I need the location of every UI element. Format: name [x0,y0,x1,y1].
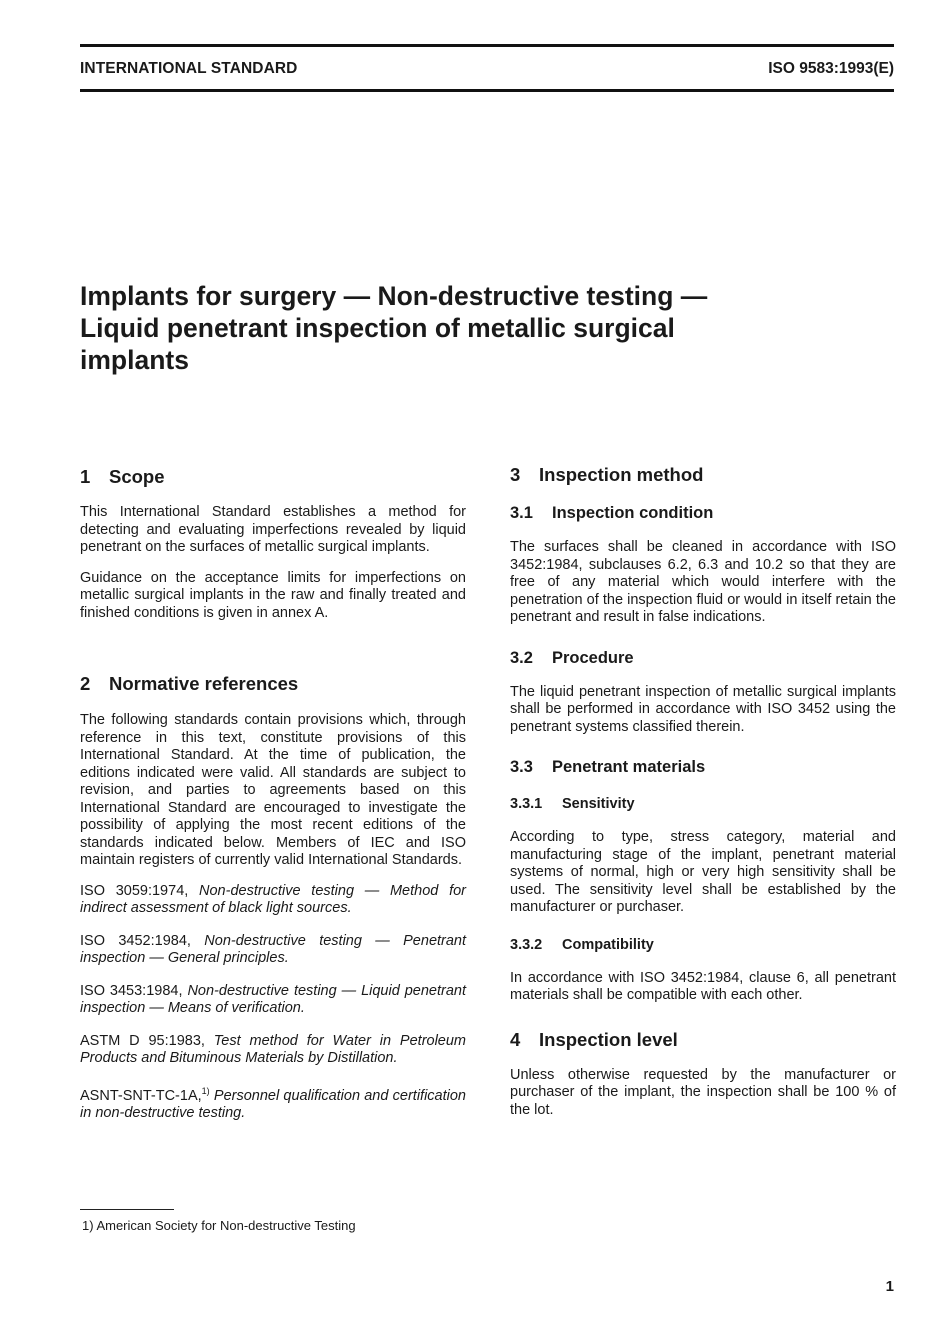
scope-paragraph-1: This International Standard establishes a method for detecting and evaluating imperfections revealed by liquid penetrant on the surfaces of metallic surgical implants. [80,504,466,555]
reference-iso-3452: ISO 3452:1984, Non-destructive testing — Penetrant inspection — General principles. [80,932,467,966]
inspection-condition-heading: 3.1 Inspection condition [510,504,714,522]
sensitivity-text: According to type, stress category, material and manufacturing stage of the implant, penetrant material systems of normal, high or very high sensitivity shall be used. The sensitivity level shall be established by the manufacturer or purchaser. [510,829,896,915]
footnote: 1) American Society for Non-destructive Testing [82,1218,356,1233]
left-column [80,462,466,1122]
standard-number: ISO 9583:1993(E) [768,60,894,77]
reference-iso-3453: ISO 3453:1984, Non-destructive testing — Liquid penetrant inspection — Means of verification. [80,982,466,1016]
inspection-condition-text: The surfaces shall be cleaned in accordance with ISO 3452:1984, subclauses 6.2, 6.3 and 10.2 so that they are free of any material which would interfere with the penetration of the inspection fluid or would in itself retain the penetrant and result in false indications. [510,539,896,625]
normative-intro-paragraph: The following standards contain provisions which, through reference in this text, constitute provisions of this International Standard. At the time of publication, the editions indicated were valid. All standards are subject to revision, and parties to agreements based on this International Standard are encouraged to investigate the possibility of applying the most recent editions of the standards indicated below. Members of IEC and ISO maintain registers of currently valid International Standards. [80,712,466,868]
header-top-rule [80,44,894,47]
footnote-rule [80,1209,174,1210]
scope-paragraph-2: Guidance on the acceptance limits for imperfections on metallic surgical implants in the raw and finally treated and finished conditions is given in annex A. [80,569,466,621]
page-number: 1 [885,1278,894,1295]
right-column [510,462,896,1119]
procedure-heading: 3.2 Procedure [510,648,634,667]
procedure-text: The liquid penetrant inspection of metallic surgical implants shall be performed in accordance with ISO 3452 using the penetrant systems classified therein. [510,683,896,735]
normative-references-heading: 2 Normative references [80,673,299,694]
footnote-marker[interactable]: 1) [201,1085,210,1096]
inspection-level-text: Unless otherwise requested by the manufacturer or purchaser of the implant, the inspection shall be 100 % of the lot. [510,1066,896,1118]
scope-heading: 1 Scope [80,466,165,487]
reference-iso-3059: ISO 3059:1974, Non-destructive testing — Method for indirect assessment of black light sources. [80,882,466,916]
title-line-3: implants [80,345,189,375]
inspection-method-heading: 3 Inspection method [510,464,704,485]
document-type-label: INTERNATIONAL STANDARD [80,60,298,77]
compatibility-heading: 3.3.2 Compatibility [510,936,654,953]
sensitivity-heading: 3.3.1 Sensitivity [510,796,635,812]
header-bottom-rule [80,89,894,92]
reference-asnt-snt-tc-1a: ASNT-SNT-TC-1A,$^{1)}$ Personnel qualification and certification in non-destructive testing. [80,1085,466,1121]
title-line-2: Liquid penetrant inspection of metallic surgical [80,313,675,343]
compatibility-text: In accordance with ISO 3452:1984, clause 6, all penetrant materials shall be compatible with each other. [510,969,896,1003]
page-title [80,280,860,376]
inspection-level-heading: 4 Inspection level [510,1028,678,1050]
title-line-1: Implants for surgery — Non-destructive testing — [80,281,708,311]
reference-astm-d95: ASTM D 95:1983, Test method for Water in Petroleum Products and Bituminous Materials by Distillation. [80,1032,467,1066]
penetrant-materials-heading: 3.3 Penetrant materials [510,758,706,776]
